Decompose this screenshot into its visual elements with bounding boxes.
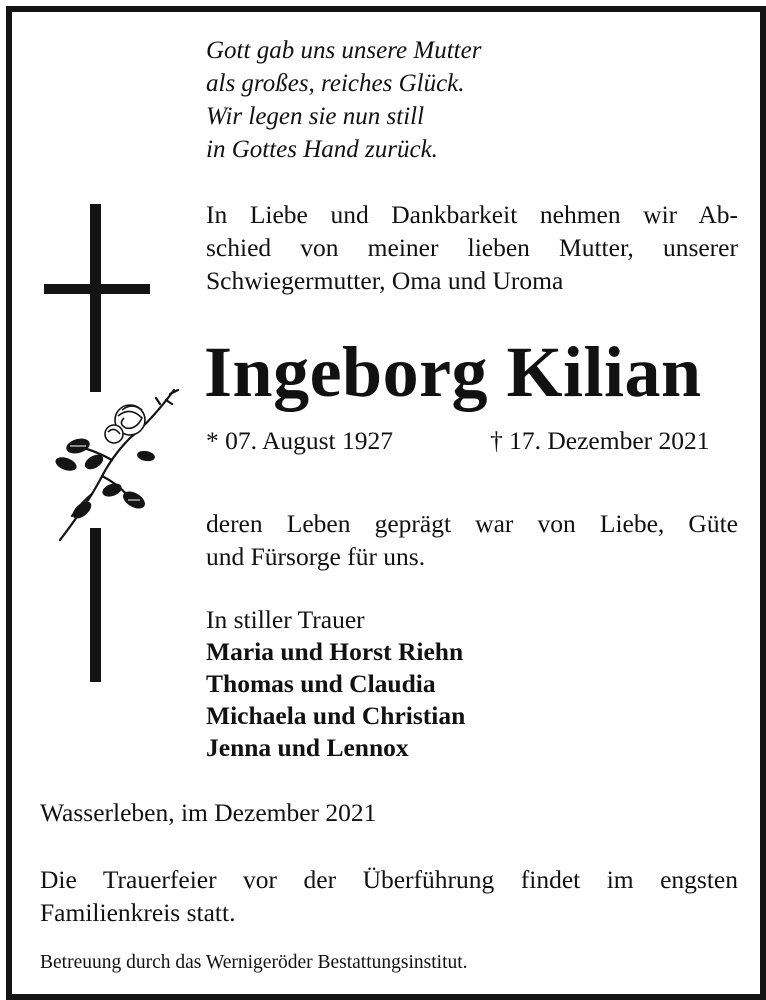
obituary-notice <box>6 6 766 1000</box>
funeral-home-credit: Betreuung durch das Wernigeröder Bestattungsinstitut. <box>40 952 468 973</box>
deceased-name: Ingeborg Kilian <box>204 332 702 412</box>
poem-line: Wir legen sie nun still <box>206 103 425 130</box>
intro-line: In Liebe und Dankbarkeit nehmen wir Ab- <box>206 200 738 229</box>
mourners-block <box>206 604 465 764</box>
ceremony-notice <box>40 863 738 929</box>
mourner-name: Jenna und Lennox <box>206 733 409 762</box>
life-line: und Fürsorge für uns. <box>206 542 426 571</box>
mourning-lead: In stiller Trauer <box>206 605 365 634</box>
cross-icon-lower-beam <box>90 528 101 682</box>
life-tribute <box>206 507 738 573</box>
intro-line: schied von meiner lieben Mutter, unserer <box>206 233 738 262</box>
farewell-intro <box>206 198 738 297</box>
cross-icon-crossbar <box>44 284 150 294</box>
ceremony-line: Die Trauerfeier vor der Überführung findet im engsten <box>40 865 738 894</box>
mourner-name: Maria und Horst Riehn <box>206 637 464 666</box>
life-line: deren Leben geprägt war von Liebe, Güte <box>206 509 738 538</box>
death-date: † 17. Dezember 2021 <box>490 426 710 455</box>
poem <box>206 34 726 166</box>
intro-line: Schwiegermutter, Oma und Uroma <box>206 266 564 295</box>
mourner-name: Thomas und Claudia <box>206 669 436 698</box>
rose-icon <box>42 380 182 546</box>
mourner-name: Michaela und Christian <box>206 701 466 730</box>
poem-line: als großes, reiches Glück. <box>206 70 465 97</box>
birth-date: * 07. August 1927 <box>206 426 394 455</box>
poem-line: Gott gab uns unsere Mutter <box>206 37 482 64</box>
place-and-date: Wasserleben, im Dezember 2021 <box>40 798 377 827</box>
cross-icon-upper-beam <box>90 204 101 392</box>
ceremony-line: Familienkreis statt. <box>40 898 236 927</box>
poem-line: in Gottes Hand zurück. <box>206 136 438 163</box>
